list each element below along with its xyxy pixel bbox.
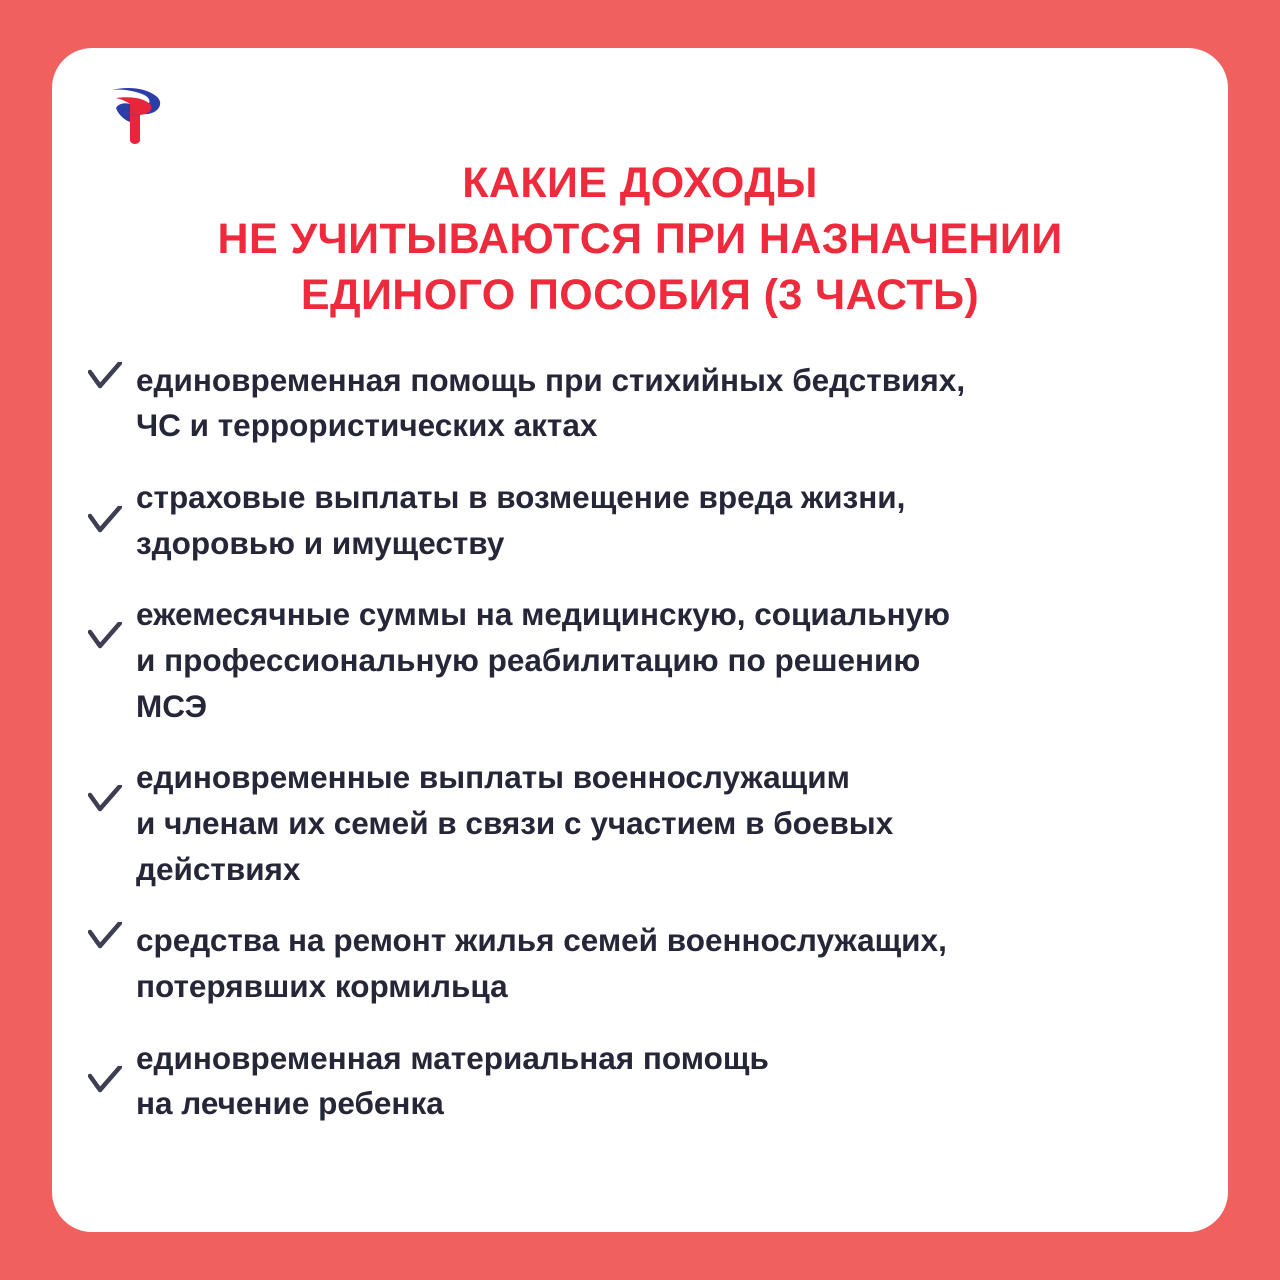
list-item-line: ЧС и террористических актах (136, 407, 598, 444)
list-item-line: и членам их семей в связи с участием в боевых (136, 805, 894, 842)
exclusions-list (52, 324, 1228, 1127)
list-item-text (136, 475, 1184, 566)
list-item (82, 592, 1184, 729)
list-item-text (136, 1036, 1184, 1127)
list-item (82, 358, 1184, 449)
list-item-line: страховые выплаты в возмещение вреда жизни, (136, 479, 906, 516)
list-item-line: ежемесячные суммы на медицинскую, социальную (136, 596, 951, 633)
check-icon (82, 358, 128, 392)
list-item-line: здоровью и имуществу (136, 524, 505, 561)
list-item (82, 918, 1184, 1009)
check-icon (82, 622, 128, 652)
list-item-line: средства на ремонт жилья семей военнослужащих, (136, 922, 947, 959)
list-item-line: действиях (136, 850, 301, 887)
list-item-text (136, 592, 1184, 729)
list-item-line: единовременные выплаты военнослужащим (136, 759, 850, 796)
list-item-text (136, 918, 1184, 1009)
list-item-line: потерявших кормильца (136, 968, 508, 1005)
list-item-line: единовременная материальная помощь (136, 1039, 769, 1076)
list-item (82, 475, 1184, 566)
list-item-line: на лечение ребенка (136, 1085, 444, 1122)
list-item (82, 755, 1184, 892)
title-line-2: НЕ УЧИТЫВАЮТСЯ ПРИ НАЗНАЧЕНИИ (217, 214, 1063, 263)
list-item-line: единовременная помощь при стихийных бедствиях, (136, 361, 966, 398)
sfr-logo (94, 84, 190, 146)
list-item-text (136, 358, 1184, 449)
check-icon (82, 918, 128, 952)
check-icon (82, 1066, 128, 1096)
title-line-1: КАКИЕ ДОХОДЫ (462, 159, 818, 207)
list-item-line: и профессиональную реабилитацию по решению (136, 642, 921, 679)
check-icon (82, 785, 128, 815)
list-item-text (136, 755, 1184, 892)
title-line-3: ЕДИНОГО ПОСОБИЯ (3 ЧАСТЬ) (300, 270, 980, 319)
list-item (82, 1036, 1184, 1127)
poster-card (52, 48, 1228, 1232)
check-icon (82, 506, 128, 536)
list-item-line: МСЭ (136, 687, 207, 724)
page-title (52, 48, 1228, 324)
